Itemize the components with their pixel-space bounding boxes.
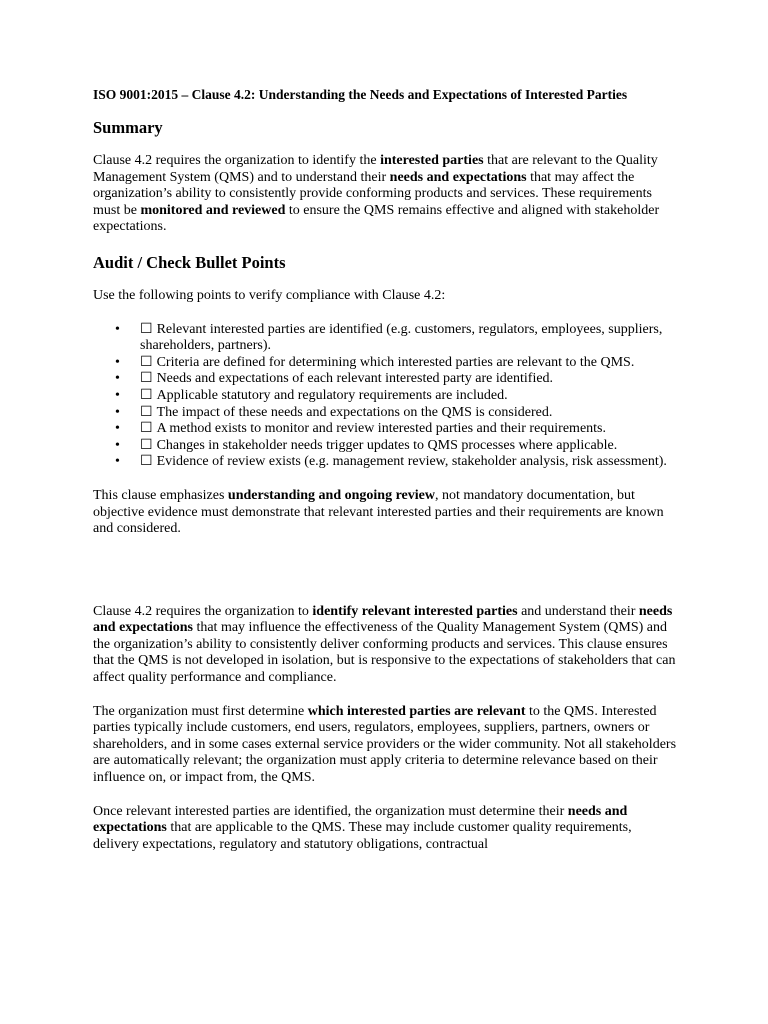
checkbox-icon: ☐ [140, 387, 153, 403]
checklist-item [93, 421, 678, 438]
checklist-item [93, 405, 678, 422]
bold-phrase: needs and expectations [389, 169, 527, 185]
bold-phrase: identify relevant interested parties [312, 603, 518, 619]
bullet-icon: • [115, 387, 120, 403]
checklist-item-text: Criteria are defined for determining which interested parties are relevant to the QMS. [156, 354, 635, 370]
checklist-item [93, 322, 678, 355]
checklist-item [93, 388, 678, 405]
bullet-icon: • [115, 371, 120, 387]
checkbox-icon: ☐ [140, 371, 153, 387]
bullet-icon: • [115, 421, 120, 437]
bold-phrase: needs and expectations [93, 803, 628, 836]
audit-closing-paragraph: This clause emphasizes understanding and ongoing review, not mandatory documentation, but objective evidence must demonstrate that relevant interested parties and their requirements are known and considered. [93, 487, 664, 537]
checklist-item [93, 355, 678, 372]
checkbox-icon: ☐ [140, 437, 153, 453]
checkbox-icon: ☐ [140, 454, 153, 470]
checklist-item-text: Needs and expectations of each relevant interested party are identified. [156, 371, 554, 387]
bullet-icon: • [115, 354, 120, 370]
checklist-item [93, 371, 678, 388]
checkbox-icon: ☐ [140, 421, 153, 437]
document-title: ISO 9001:2015 – Clause 4.2: Understanding the Needs and Expectations of Interested Parties [93, 87, 628, 102]
checklist-item-text: The impact of these needs and expectations on the QMS is considered. [156, 404, 553, 420]
section-spacer [93, 555, 678, 604]
checkbox-icon: ☐ [140, 404, 153, 420]
checklist-item-text: Changes in stakeholder needs trigger updates to QMS processes where applicable. [156, 437, 618, 453]
bold-phrase: needs and expectations [93, 603, 673, 636]
body-text [93, 604, 678, 854]
summary-paragraph: Clause 4.2 requires the organization to identify the interested parties that are relevant to the Quality Management System (QMS) and to understand their needs and expectations that may affect the organization’s ability to consistently provide conforming products and services. These requirements must be monitored and reviewed to ensure the QMS remains effective and aligned with stakeholder expectations. [93, 153, 660, 235]
bullet-icon: • [115, 404, 120, 420]
audit-intro: Use the following points to verify compliance with Clause 4.2: [93, 287, 446, 303]
checklist-item-text: Applicable statutory and regulatory requirements are included. [156, 387, 508, 403]
audit-heading: Audit / Check Bullet Points [93, 252, 286, 272]
checklist-item-text: Evidence of review exists (e.g. management review, stakeholder analysis, risk assessment). [156, 454, 667, 470]
checklist-item [93, 454, 678, 471]
checkbox-icon: ☐ [140, 321, 153, 337]
checklist-item [93, 438, 678, 455]
document-page [93, 86, 678, 870]
bullet-icon: • [115, 437, 120, 453]
checklist-item-text: Relevant interested parties are identified (e.g. customers, regulators, employees, suppliers, shareholders, partners). [140, 321, 663, 354]
body-paragraph: The organization must first determine which interested parties are relevant to the QMS. Interested parties typically include customers, end users, regulators, employees, suppliers, partners, owners or shareholders, and in some cases external service providers or the wider community. Not all stakeholders are automatically relevant; the organization must apply criteria to determine relevance based on their influence on, or impact from, the QMS. [93, 703, 677, 786]
bullet-icon: • [115, 454, 120, 470]
body-paragraph: Once relevant interested parties are identified, the organization must determine their needs and expectations that are applicable to the QMS. These may include customer quality requirements, delivery expectations, regulatory and statutory obligations, contractual [93, 803, 632, 852]
checkbox-icon: ☐ [140, 354, 153, 370]
summary-heading: Summary [93, 118, 163, 137]
bold-phrase: interested parties [380, 153, 484, 168]
audit-checklist [93, 322, 678, 471]
bold-phrase: monitored and reviewed [140, 202, 286, 218]
checklist-item-text: A method exists to monitor and review interested parties and their requirements. [156, 421, 606, 437]
bold-phrase: which interested parties are relevant [307, 703, 526, 719]
bold-phrase: understanding and ongoing review [227, 487, 435, 503]
body-paragraph: Clause 4.2 requires the organization to identify relevant interested parties and understand their needs and expectations that may influence the effectiveness of the Quality Management System (QMS) and the organization’s ability to consistently deliver conforming products and services. This clause ensures that the QMS is not developed in isolation, but is responsive to the expectations of stakeholders that can affect quality performance and compliance. [93, 603, 676, 686]
bullet-icon: • [115, 321, 120, 337]
